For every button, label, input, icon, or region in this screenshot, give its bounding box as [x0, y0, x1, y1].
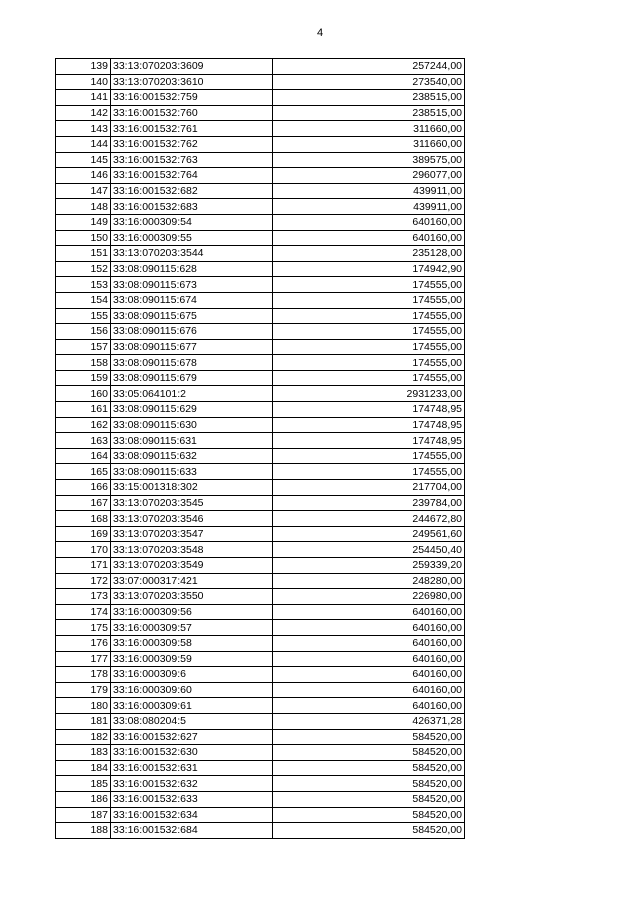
- row-number-cell: 168: [56, 511, 111, 527]
- row-number-cell: 172: [56, 573, 111, 589]
- table-row: [56, 713, 465, 729]
- cadastral-value-cell: 254450,40: [273, 542, 465, 558]
- row-number-cell: 139: [56, 59, 111, 75]
- cadastral-number-cell: 33:16:000309:58: [111, 635, 273, 651]
- cadastral-value-cell: 584520,00: [273, 791, 465, 807]
- row-number-cell: 180: [56, 698, 111, 714]
- table-row: [56, 152, 465, 168]
- cadastral-number-cell: 33:15:001318:302: [111, 480, 273, 496]
- cadastral-value-table: [55, 58, 465, 839]
- cadastral-value-cell: 174555,00: [273, 324, 465, 340]
- row-number-cell: 142: [56, 105, 111, 121]
- cadastral-number-cell: 33:16:000309:56: [111, 604, 273, 620]
- table-row: [56, 651, 465, 667]
- cadastral-number-cell: 33:08:090115:674: [111, 292, 273, 308]
- row-number-cell: 157: [56, 339, 111, 355]
- cadastral-value-cell: 389575,00: [273, 152, 465, 168]
- cadastral-value-cell: 174748,95: [273, 402, 465, 418]
- row-number-cell: 175: [56, 620, 111, 636]
- cadastral-number-cell: 33:16:001532:761: [111, 121, 273, 137]
- row-number-cell: 177: [56, 651, 111, 667]
- table-row: [56, 90, 465, 106]
- row-number-cell: 151: [56, 246, 111, 262]
- cadastral-number-cell: 33:16:001532:627: [111, 729, 273, 745]
- row-number-cell: 147: [56, 183, 111, 199]
- row-number-cell: 174: [56, 604, 111, 620]
- cadastral-number-cell: 33:16:000309:59: [111, 651, 273, 667]
- cadastral-value-cell: 640160,00: [273, 682, 465, 698]
- row-number-cell: 161: [56, 402, 111, 418]
- row-number-cell: 164: [56, 448, 111, 464]
- cadastral-number-cell: 33:08:090115:679: [111, 370, 273, 386]
- table-row: [56, 511, 465, 527]
- cadastral-value-cell: 640160,00: [273, 635, 465, 651]
- row-number-cell: 165: [56, 464, 111, 480]
- table-row: [56, 324, 465, 340]
- cadastral-number-cell: 33:16:000309:6: [111, 667, 273, 683]
- cadastral-value-cell: 426371,28: [273, 713, 465, 729]
- cadastral-number-cell: 33:08:080204:5: [111, 713, 273, 729]
- table-row: [56, 448, 465, 464]
- row-number-cell: 152: [56, 261, 111, 277]
- cadastral-number-cell: 33:08:090115:678: [111, 355, 273, 371]
- table-body: [56, 59, 465, 839]
- cadastral-value-cell: 174555,00: [273, 308, 465, 324]
- cadastral-number-cell: 33:13:070203:3548: [111, 542, 273, 558]
- cadastral-number-cell: 33:13:070203:3549: [111, 558, 273, 574]
- cadastral-value-cell: 248280,00: [273, 573, 465, 589]
- table-row: [56, 667, 465, 683]
- row-number-cell: 186: [56, 791, 111, 807]
- cadastral-value-cell: 174555,00: [273, 292, 465, 308]
- cadastral-number-cell: 33:13:070203:3546: [111, 511, 273, 527]
- cadastral-value-cell: 296077,00: [273, 168, 465, 184]
- row-number-cell: 187: [56, 807, 111, 823]
- cadastral-number-cell: 33:08:090115:677: [111, 339, 273, 355]
- cadastral-number-cell: 33:16:001532:762: [111, 136, 273, 152]
- cadastral-number-cell: 33:13:070203:3550: [111, 589, 273, 605]
- row-number-cell: 160: [56, 386, 111, 402]
- row-number-cell: 176: [56, 635, 111, 651]
- cadastral-number-cell: 33:16:000309:57: [111, 620, 273, 636]
- row-number-cell: 154: [56, 292, 111, 308]
- table-row: [56, 635, 465, 651]
- table-row: [56, 105, 465, 121]
- row-number-cell: 169: [56, 526, 111, 542]
- table-row: [56, 214, 465, 230]
- table-row: [56, 246, 465, 262]
- cadastral-value-cell: 640160,00: [273, 604, 465, 620]
- table-row: [56, 59, 465, 75]
- cadastral-number-cell: 33:13:070203:3610: [111, 74, 273, 90]
- cadastral-number-cell: 33:16:000309:61: [111, 698, 273, 714]
- cadastral-value-cell: 238515,00: [273, 105, 465, 121]
- cadastral-value-cell: 174555,00: [273, 448, 465, 464]
- cadastral-value-cell: 584520,00: [273, 760, 465, 776]
- table-row: [56, 823, 465, 839]
- table-row: [56, 791, 465, 807]
- cadastral-number-cell: 33:16:001532:684: [111, 823, 273, 839]
- table-row: [56, 573, 465, 589]
- cadastral-number-cell: 33:16:001532:764: [111, 168, 273, 184]
- cadastral-value-cell: 273540,00: [273, 74, 465, 90]
- cadastral-value-cell: 174748,95: [273, 433, 465, 449]
- table-row: [56, 121, 465, 137]
- table-row: [56, 386, 465, 402]
- table-row: [56, 199, 465, 215]
- table-row: [56, 261, 465, 277]
- cadastral-value-cell: 249561,60: [273, 526, 465, 542]
- cadastral-value-cell: 640160,00: [273, 698, 465, 714]
- cadastral-number-cell: 33:08:090115:629: [111, 402, 273, 418]
- cadastral-value-cell: 226980,00: [273, 589, 465, 605]
- cadastral-value-cell: 439911,00: [273, 199, 465, 215]
- cadastral-value-cell: 439911,00: [273, 183, 465, 199]
- table-row: [56, 745, 465, 761]
- row-number-cell: 184: [56, 760, 111, 776]
- cadastral-value-cell: 174555,00: [273, 355, 465, 371]
- row-number-cell: 183: [56, 745, 111, 761]
- cadastral-number-cell: 33:16:001532:759: [111, 90, 273, 106]
- cadastral-number-cell: 33:16:001532:763: [111, 152, 273, 168]
- table-row: [56, 480, 465, 496]
- row-number-cell: 140: [56, 74, 111, 90]
- row-number-cell: 185: [56, 776, 111, 792]
- table-row: [56, 308, 465, 324]
- cadastral-value-cell: 217704,00: [273, 480, 465, 496]
- cadastral-value-cell: 640160,00: [273, 651, 465, 667]
- table-row: [56, 433, 465, 449]
- row-number-cell: 155: [56, 308, 111, 324]
- cadastral-number-cell: 33:05:064101:2: [111, 386, 273, 402]
- table-row: [56, 776, 465, 792]
- cadastral-value-cell: 640160,00: [273, 230, 465, 246]
- cadastral-number-cell: 33:08:090115:630: [111, 417, 273, 433]
- cadastral-number-cell: 33:08:090115:675: [111, 308, 273, 324]
- cadastral-value-cell: 174555,00: [273, 277, 465, 293]
- row-number-cell: 144: [56, 136, 111, 152]
- cadastral-value-cell: 235128,00: [273, 246, 465, 262]
- table-row: [56, 558, 465, 574]
- cadastral-number-cell: 33:08:090115:676: [111, 324, 273, 340]
- cadastral-number-cell: 33:16:001532:760: [111, 105, 273, 121]
- cadastral-value-cell: 584520,00: [273, 745, 465, 761]
- cadastral-number-cell: 33:16:001532:632: [111, 776, 273, 792]
- row-number-cell: 145: [56, 152, 111, 168]
- table-row: [56, 292, 465, 308]
- row-number-cell: 159: [56, 370, 111, 386]
- cadastral-value-cell: 244672,80: [273, 511, 465, 527]
- cadastral-number-cell: 33:08:090115:673: [111, 277, 273, 293]
- cadastral-number-cell: 33:13:070203:3609: [111, 59, 273, 75]
- cadastral-number-cell: 33:16:001532:630: [111, 745, 273, 761]
- table-row: [56, 542, 465, 558]
- cadastral-value-cell: 584520,00: [273, 776, 465, 792]
- cadastral-number-cell: 33:13:070203:3547: [111, 526, 273, 542]
- cadastral-value-cell: 174748,95: [273, 417, 465, 433]
- cadastral-value-cell: 584520,00: [273, 807, 465, 823]
- cadastral-number-cell: 33:08:090115:633: [111, 464, 273, 480]
- row-number-cell: 182: [56, 729, 111, 745]
- cadastral-value-cell: 257244,00: [273, 59, 465, 75]
- table-row: [56, 682, 465, 698]
- cadastral-value-cell: 640160,00: [273, 620, 465, 636]
- cadastral-value-cell: 174942,90: [273, 261, 465, 277]
- row-number-cell: 181: [56, 713, 111, 729]
- table-row: [56, 526, 465, 542]
- cadastral-number-cell: 33:08:090115:628: [111, 261, 273, 277]
- cadastral-number-cell: 33:13:070203:3544: [111, 246, 273, 262]
- cadastral-value-cell: 640160,00: [273, 667, 465, 683]
- cadastral-number-cell: 33:16:001532:631: [111, 760, 273, 776]
- table-row: [56, 230, 465, 246]
- row-number-cell: 143: [56, 121, 111, 137]
- row-number-cell: 163: [56, 433, 111, 449]
- table-row: [56, 183, 465, 199]
- table-row: [56, 698, 465, 714]
- table-row: [56, 417, 465, 433]
- cadastral-value-cell: 584520,00: [273, 823, 465, 839]
- cadastral-value-cell: 640160,00: [273, 214, 465, 230]
- cadastral-number-cell: 33:16:001532:682: [111, 183, 273, 199]
- table-row: [56, 589, 465, 605]
- row-number-cell: 156: [56, 324, 111, 340]
- table-row: [56, 74, 465, 90]
- cadastral-value-cell: 311660,00: [273, 136, 465, 152]
- cadastral-value-cell: 584520,00: [273, 729, 465, 745]
- cadastral-number-cell: 33:16:001532:683: [111, 199, 273, 215]
- cadastral-number-cell: 33:08:090115:632: [111, 448, 273, 464]
- cadastral-number-cell: 33:16:001532:633: [111, 791, 273, 807]
- table-row: [56, 136, 465, 152]
- row-number-cell: 179: [56, 682, 111, 698]
- row-number-cell: 158: [56, 355, 111, 371]
- row-number-cell: 170: [56, 542, 111, 558]
- table-row: [56, 760, 465, 776]
- table-row: [56, 729, 465, 745]
- row-number-cell: 162: [56, 417, 111, 433]
- table-row: [56, 402, 465, 418]
- table-row: [56, 339, 465, 355]
- cadastral-number-cell: 33:16:000309:60: [111, 682, 273, 698]
- cadastral-value-cell: 174555,00: [273, 464, 465, 480]
- table-row: [56, 807, 465, 823]
- cadastral-number-cell: 33:07:000317:421: [111, 573, 273, 589]
- row-number-cell: 146: [56, 168, 111, 184]
- cadastral-number-cell: 33:16:001532:634: [111, 807, 273, 823]
- table-row: [56, 604, 465, 620]
- row-number-cell: 188: [56, 823, 111, 839]
- table-row: [56, 168, 465, 184]
- cadastral-value-cell: 238515,00: [273, 90, 465, 106]
- row-number-cell: 171: [56, 558, 111, 574]
- cadastral-value-cell: 311660,00: [273, 121, 465, 137]
- cadastral-number-cell: 33:08:090115:631: [111, 433, 273, 449]
- row-number-cell: 178: [56, 667, 111, 683]
- row-number-cell: 167: [56, 495, 111, 511]
- table-row: [56, 370, 465, 386]
- cadastral-number-cell: 33:16:000309:54: [111, 214, 273, 230]
- table-row: [56, 277, 465, 293]
- table-row: [56, 355, 465, 371]
- cadastral-value-cell: 2931233,00: [273, 386, 465, 402]
- cadastral-value-cell: 174555,00: [273, 370, 465, 386]
- row-number-cell: 149: [56, 214, 111, 230]
- row-number-cell: 173: [56, 589, 111, 605]
- cadastral-value-cell: 239784,00: [273, 495, 465, 511]
- page-number: 4: [316, 27, 324, 39]
- table-row: [56, 464, 465, 480]
- row-number-cell: 150: [56, 230, 111, 246]
- row-number-cell: 166: [56, 480, 111, 496]
- row-number-cell: 141: [56, 90, 111, 106]
- cadastral-value-cell: 174555,00: [273, 339, 465, 355]
- row-number-cell: 148: [56, 199, 111, 215]
- table-row: [56, 495, 465, 511]
- cadastral-number-cell: 33:16:000309:55: [111, 230, 273, 246]
- cadastral-number-cell: 33:13:070203:3545: [111, 495, 273, 511]
- table-row: [56, 620, 465, 636]
- cadastral-value-cell: 259339,20: [273, 558, 465, 574]
- row-number-cell: 153: [56, 277, 111, 293]
